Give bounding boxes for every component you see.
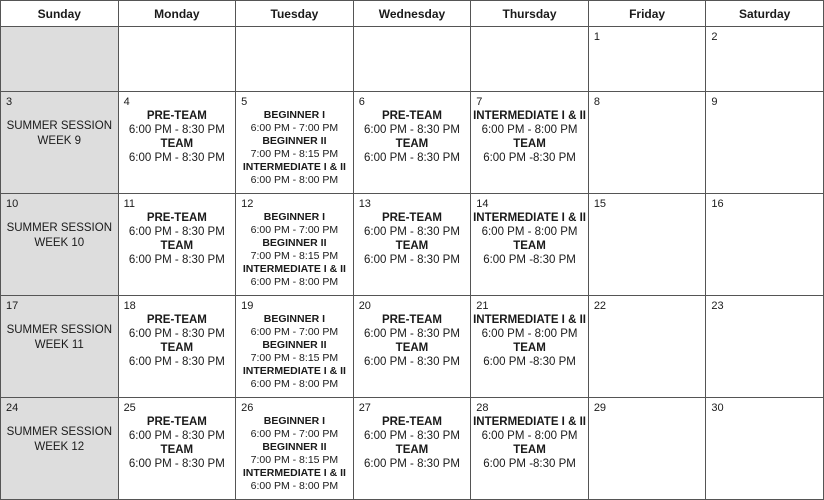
event-time: 7:00 PM - 8:15 PM [250,250,339,262]
event-title: BEGINNER II [262,237,327,249]
day-number: 4 [123,96,130,108]
day-number: 20 [358,300,371,312]
event-title: PRE-TEAM [381,314,442,326]
event-title: TEAM [395,444,429,456]
day-number: 29 [593,402,607,414]
calendar-day-cell [588,27,706,92]
calendar-day-cell-sunday [1,398,119,500]
event-time: 6:00 PM - 8:30 PM [364,458,460,470]
day-number: 14 [476,198,489,210]
event-title: INTERMEDIATE I & II [242,263,346,275]
day-number: 16 [711,198,724,210]
calendar-day-cell-wednesday [353,92,471,194]
event-title: BEGINNER II [262,441,327,453]
session-label [1,109,118,149]
session-name: SUMMER SESSION [6,426,112,438]
event-time: 6:00 PM - 8:30 PM [128,458,225,470]
day-number: 17 [6,300,19,312]
event-time: 6:00 PM - 8:00 PM [481,226,578,238]
event-time: 6:00 PM - 8:30 PM [128,254,225,266]
calendar-day-cell-empty [118,27,236,92]
calendar-day-cell-wednesday [353,296,471,398]
event-title: TEAM [513,342,546,354]
day-number: 30 [711,402,724,414]
header-wednesday: Wednesday [353,1,471,27]
day-number: 25 [123,402,136,414]
calendar-day-cell-wednesday [353,194,471,296]
day-number: 10 [6,198,19,210]
header-sunday: Sunday [1,1,119,27]
event-time: 6:00 PM - 8:30 PM [364,152,460,164]
event-time: 7:00 PM - 8:15 PM [250,454,339,466]
event-title: PRE-TEAM [146,314,207,326]
event-time: 6:00 PM - 8:00 PM [250,174,339,186]
event-time: 6:00 PM - 8:30 PM [364,328,460,340]
event-title: BEGINNER II [262,339,327,351]
calendar-day-cell-wednesday [353,398,471,500]
event-time: 6:00 PM - 7:00 PM [250,428,339,440]
session-name: SUMMER SESSION [6,120,112,132]
event-list [471,415,588,471]
event-time: 6:00 PM - 7:00 PM [250,122,339,134]
event-title: INTERMEDIATE I & II [242,467,346,479]
header-monday: Monday [118,1,236,27]
day-number: 19 [241,300,254,312]
header-friday: Friday [588,1,706,27]
calendar-day-cell [706,27,824,92]
day-number: 27 [358,402,371,414]
calendar-day-cell-friday [588,194,706,296]
event-title: TEAM [395,342,429,354]
day-number: 18 [123,300,136,312]
event-time: 6:00 PM - 8:30 PM [364,430,460,442]
calendar-day-cell-thursday [471,296,589,398]
event-time: 6:00 PM - 8:30 PM [364,254,460,266]
event-list [119,211,236,267]
day-number: 3 [6,96,13,108]
event-title: PRE-TEAM [381,110,442,122]
session-week: WEEK 10 [34,237,85,249]
day-number: 15 [593,198,607,210]
calendar-week-row [1,194,824,296]
calendar-day-cell-saturday [706,398,824,500]
session-week: WEEK 12 [34,441,85,453]
calendar-day-cell-friday [588,296,706,398]
calendar-day-cell-tuesday [236,398,354,500]
session-name: SUMMER SESSION [6,222,112,234]
event-list [236,109,353,187]
day-number: 6 [358,96,365,108]
event-time: 6:00 PM - 8:30 PM [128,328,225,340]
event-time: 6:00 PM - 7:00 PM [250,224,339,236]
event-time: 6:00 PM - 7:00 PM [250,326,339,338]
event-list [354,313,471,369]
calendar-day-cell-tuesday [236,194,354,296]
weekday-header-row [1,1,824,27]
event-title: INTERMEDIATE I & II [242,161,346,173]
session-week: WEEK 9 [37,135,82,147]
event-time: 7:00 PM - 8:15 PM [250,148,339,160]
calendar-day-cell-monday [118,92,236,194]
event-title: BEGINNER II [262,135,327,147]
event-time: 6:00 PM - 8:00 PM [250,378,339,390]
calendar-day-cell-empty [471,27,589,92]
calendar-day-cell-thursday [471,92,589,194]
event-title: INTERMEDIATE I & II [473,314,586,326]
day-number: 24 [6,402,19,414]
event-time: 6:00 PM - 8:30 PM [128,226,225,238]
session-name: SUMMER SESSION [6,324,112,336]
calendar-day-cell-empty [353,27,471,92]
calendar-week-row [1,27,824,92]
calendar-day-cell-saturday [706,296,824,398]
event-time: 6:00 PM -8:30 PM [483,152,576,164]
calendar-day-cell-saturday [706,92,824,194]
event-title: PRE-TEAM [146,416,207,428]
day-number: 13 [358,198,371,210]
event-title: TEAM [395,138,429,150]
event-list [471,109,588,165]
event-title: INTERMEDIATE I & II [473,416,586,428]
event-time: 7:00 PM - 8:15 PM [250,352,339,364]
day-number: 5 [241,96,248,108]
day-number: 1 [593,31,600,43]
event-list [236,313,353,391]
event-time: 6:00 PM - 8:30 PM [364,124,460,136]
event-time: 6:00 PM - 8:30 PM [128,152,225,164]
event-time: 6:00 PM - 8:30 PM [128,356,225,368]
event-list [471,313,588,369]
event-time: 6:00 PM - 8:00 PM [481,430,578,442]
calendar-day-cell-tuesday [236,92,354,194]
day-number: 8 [593,96,600,108]
event-time: 6:00 PM - 8:00 PM [250,480,339,492]
event-title: BEGINNER I [263,415,326,427]
day-number: 26 [241,402,254,414]
event-time: 6:00 PM -8:30 PM [483,458,576,470]
session-week: WEEK 11 [34,339,84,351]
calendar-week-row [1,296,824,398]
event-title: TEAM [513,444,546,456]
event-time: 6:00 PM - 8:30 PM [364,226,460,238]
event-title: TEAM [160,342,194,354]
calendar-day-cell-thursday [471,194,589,296]
event-list [354,415,471,471]
header-saturday: Saturday [706,1,824,27]
event-list [354,109,471,165]
calendar-day-cell-friday [588,398,706,500]
calendar-day-cell-monday [118,194,236,296]
calendar-day-cell-monday [118,296,236,398]
event-time: 6:00 PM - 8:30 PM [364,356,460,368]
event-title: PRE-TEAM [381,416,442,428]
session-label [1,313,118,353]
header-thursday: Thursday [471,1,589,27]
event-time: 6:00 PM -8:30 PM [483,356,576,368]
event-title: INTERMEDIATE I & II [473,110,586,122]
calendar-day-cell-friday [588,92,706,194]
day-number: 2 [711,31,718,43]
event-time: 6:00 PM -8:30 PM [483,254,576,266]
calendar-week-row [1,92,824,194]
event-title: BEGINNER I [263,313,326,325]
event-title: INTERMEDIATE I & II [473,212,586,224]
event-title: PRE-TEAM [146,212,207,224]
calendar-day-cell-saturday [706,194,824,296]
session-label [1,415,118,455]
event-list [236,211,353,289]
day-number: 28 [476,402,489,414]
calendar-day-cell-tuesday [236,296,354,398]
event-list [236,415,353,493]
event-title: TEAM [513,138,546,150]
event-time: 6:00 PM - 8:30 PM [128,430,225,442]
event-title: PRE-TEAM [146,110,207,122]
day-number: 7 [476,96,483,108]
header-tuesday: Tuesday [236,1,354,27]
day-number: 23 [711,300,724,312]
day-number: 11 [123,198,135,210]
calendar-day-cell-sunday [1,92,119,194]
event-title: TEAM [160,444,194,456]
event-title: PRE-TEAM [381,212,442,224]
event-title: BEGINNER I [263,211,326,223]
event-list [119,415,236,471]
event-list [119,109,236,165]
calendar-day-cell-thursday [471,398,589,500]
calendar-week-row [1,398,824,500]
calendar-day-cell-empty [1,27,119,92]
event-list [354,211,471,267]
event-title: TEAM [160,240,194,252]
calendar-day-cell-sunday [1,296,119,398]
event-title: TEAM [160,138,194,150]
event-title: TEAM [395,240,429,252]
day-number: 12 [241,198,254,210]
session-label [1,211,118,251]
event-time: 6:00 PM - 8:00 PM [250,276,339,288]
event-list [471,211,588,267]
event-title: TEAM [513,240,546,252]
event-time: 6:00 PM - 8:30 PM [128,124,225,136]
day-number: 9 [711,96,718,108]
event-time: 6:00 PM - 8:00 PM [481,328,578,340]
calendar-day-cell-empty [236,27,354,92]
day-number: 22 [593,300,607,312]
event-title: BEGINNER I [263,109,326,121]
event-title: INTERMEDIATE I & II [242,365,346,377]
calendar-day-cell-monday [118,398,236,500]
calendar-day-cell-sunday [1,194,119,296]
event-time: 6:00 PM - 8:00 PM [481,124,578,136]
day-number: 21 [476,300,489,312]
event-list [119,313,236,369]
